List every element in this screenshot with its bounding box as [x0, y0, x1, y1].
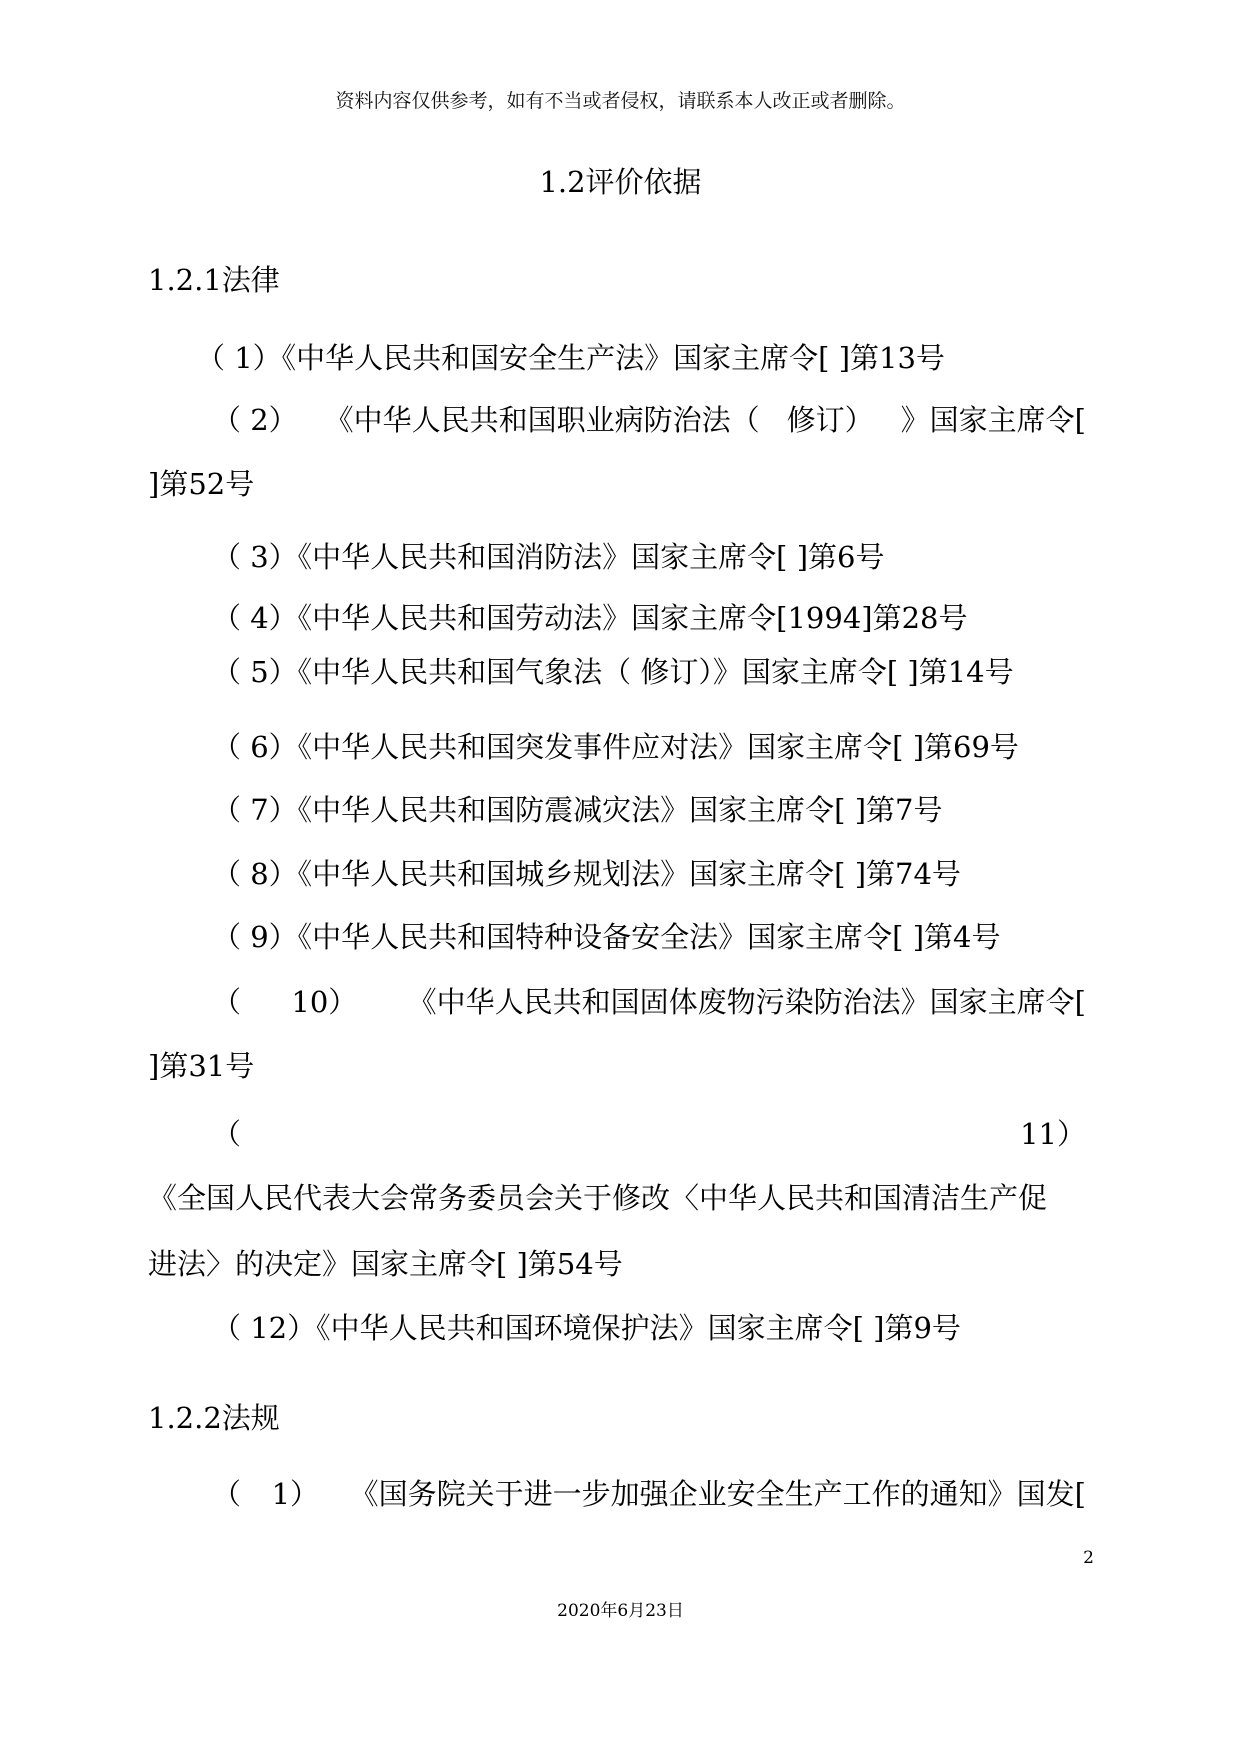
law-item-2-decree: 》国家主席令[	[900, 403, 1086, 437]
law-item-2-title: 《中华人民共和国职业病防治法（	[324, 403, 760, 437]
law-item-2	[212, 398, 1086, 439]
regulation-item-1-title: 《国务院关于进一步加强企业安全生产工作的通知》国发[	[349, 1477, 1086, 1511]
disclaimer-header: 资料内容仅供参考，如有不当或者侵权，请联系本人改正或者删除。	[335, 90, 906, 112]
law-item-10-number: 10）	[291, 985, 358, 1019]
law-item-11	[212, 1112, 1086, 1153]
law-item-3: （ 3）《中华人民共和国消防法》国家主席令[ ]第6号	[212, 540, 885, 574]
law-item-11-line2: 《全国人民代表大会常务委员会关于修改〈中华人民共和国清洁生产促	[148, 1181, 1048, 1215]
law-item-10	[212, 980, 1086, 1021]
footer-date: 2020年6月23日	[557, 1601, 684, 1621]
page-number: 2	[1083, 1548, 1094, 1568]
law-item-9: （ 9）《中华人民共和国特种设备安全法》国家主席令[ ]第4号	[212, 920, 1001, 954]
law-item-8: （ 8）《中华人民共和国城乡规划法》国家主席令[ ]第74号	[212, 857, 961, 891]
law-item-2-revision: 修订）	[786, 403, 874, 437]
laws-heading: 1.2.1法律	[148, 263, 280, 297]
law-item-4: （ 4）《中华人民共和国劳动法》国家主席令[1994]第28号	[212, 601, 968, 635]
regulations-heading: 1.2.2法规	[148, 1401, 280, 1435]
law-item-6: （ 6）《中华人民共和国突发事件应对法》国家主席令[ ]第69号	[212, 730, 1019, 764]
regulation-item-1-open: （	[212, 1477, 242, 1511]
law-item-10-title: 《中华人民共和国固体废物污染防治法》国家主席令[	[407, 985, 1086, 1019]
law-item-7: （ 7）《中华人民共和国防震减灾法》国家主席令[ ]第7号	[212, 793, 943, 827]
law-item-1: （ 1）《中华人民共和国安全生产法》国家主席令[ ]第13号	[196, 341, 945, 375]
law-item-5: （ 5）《中华人民共和国气象法（ 修订）》国家主席令[ ]第14号	[212, 655, 1014, 689]
regulation-item-1-number: 1）	[271, 1477, 320, 1511]
law-item-11-line3: 进法〉的决定》国家主席令[ ]第54号	[148, 1247, 623, 1281]
law-item-2-continuation: ]第52号	[148, 467, 255, 501]
law-item-11-open: （	[212, 1117, 242, 1151]
law-item-2-number: （ 2）	[212, 403, 298, 437]
regulation-item-1	[212, 1472, 1086, 1513]
law-item-10-open: （	[212, 985, 242, 1019]
section-title: 1.2评价依据	[539, 165, 702, 199]
law-item-12: （ 12）《中华人民共和国环境保护法》国家主席令[ ]第9号	[212, 1311, 961, 1345]
law-item-10-continuation: ]第31号	[148, 1049, 255, 1083]
law-item-11-number: 11）	[1020, 1117, 1086, 1151]
